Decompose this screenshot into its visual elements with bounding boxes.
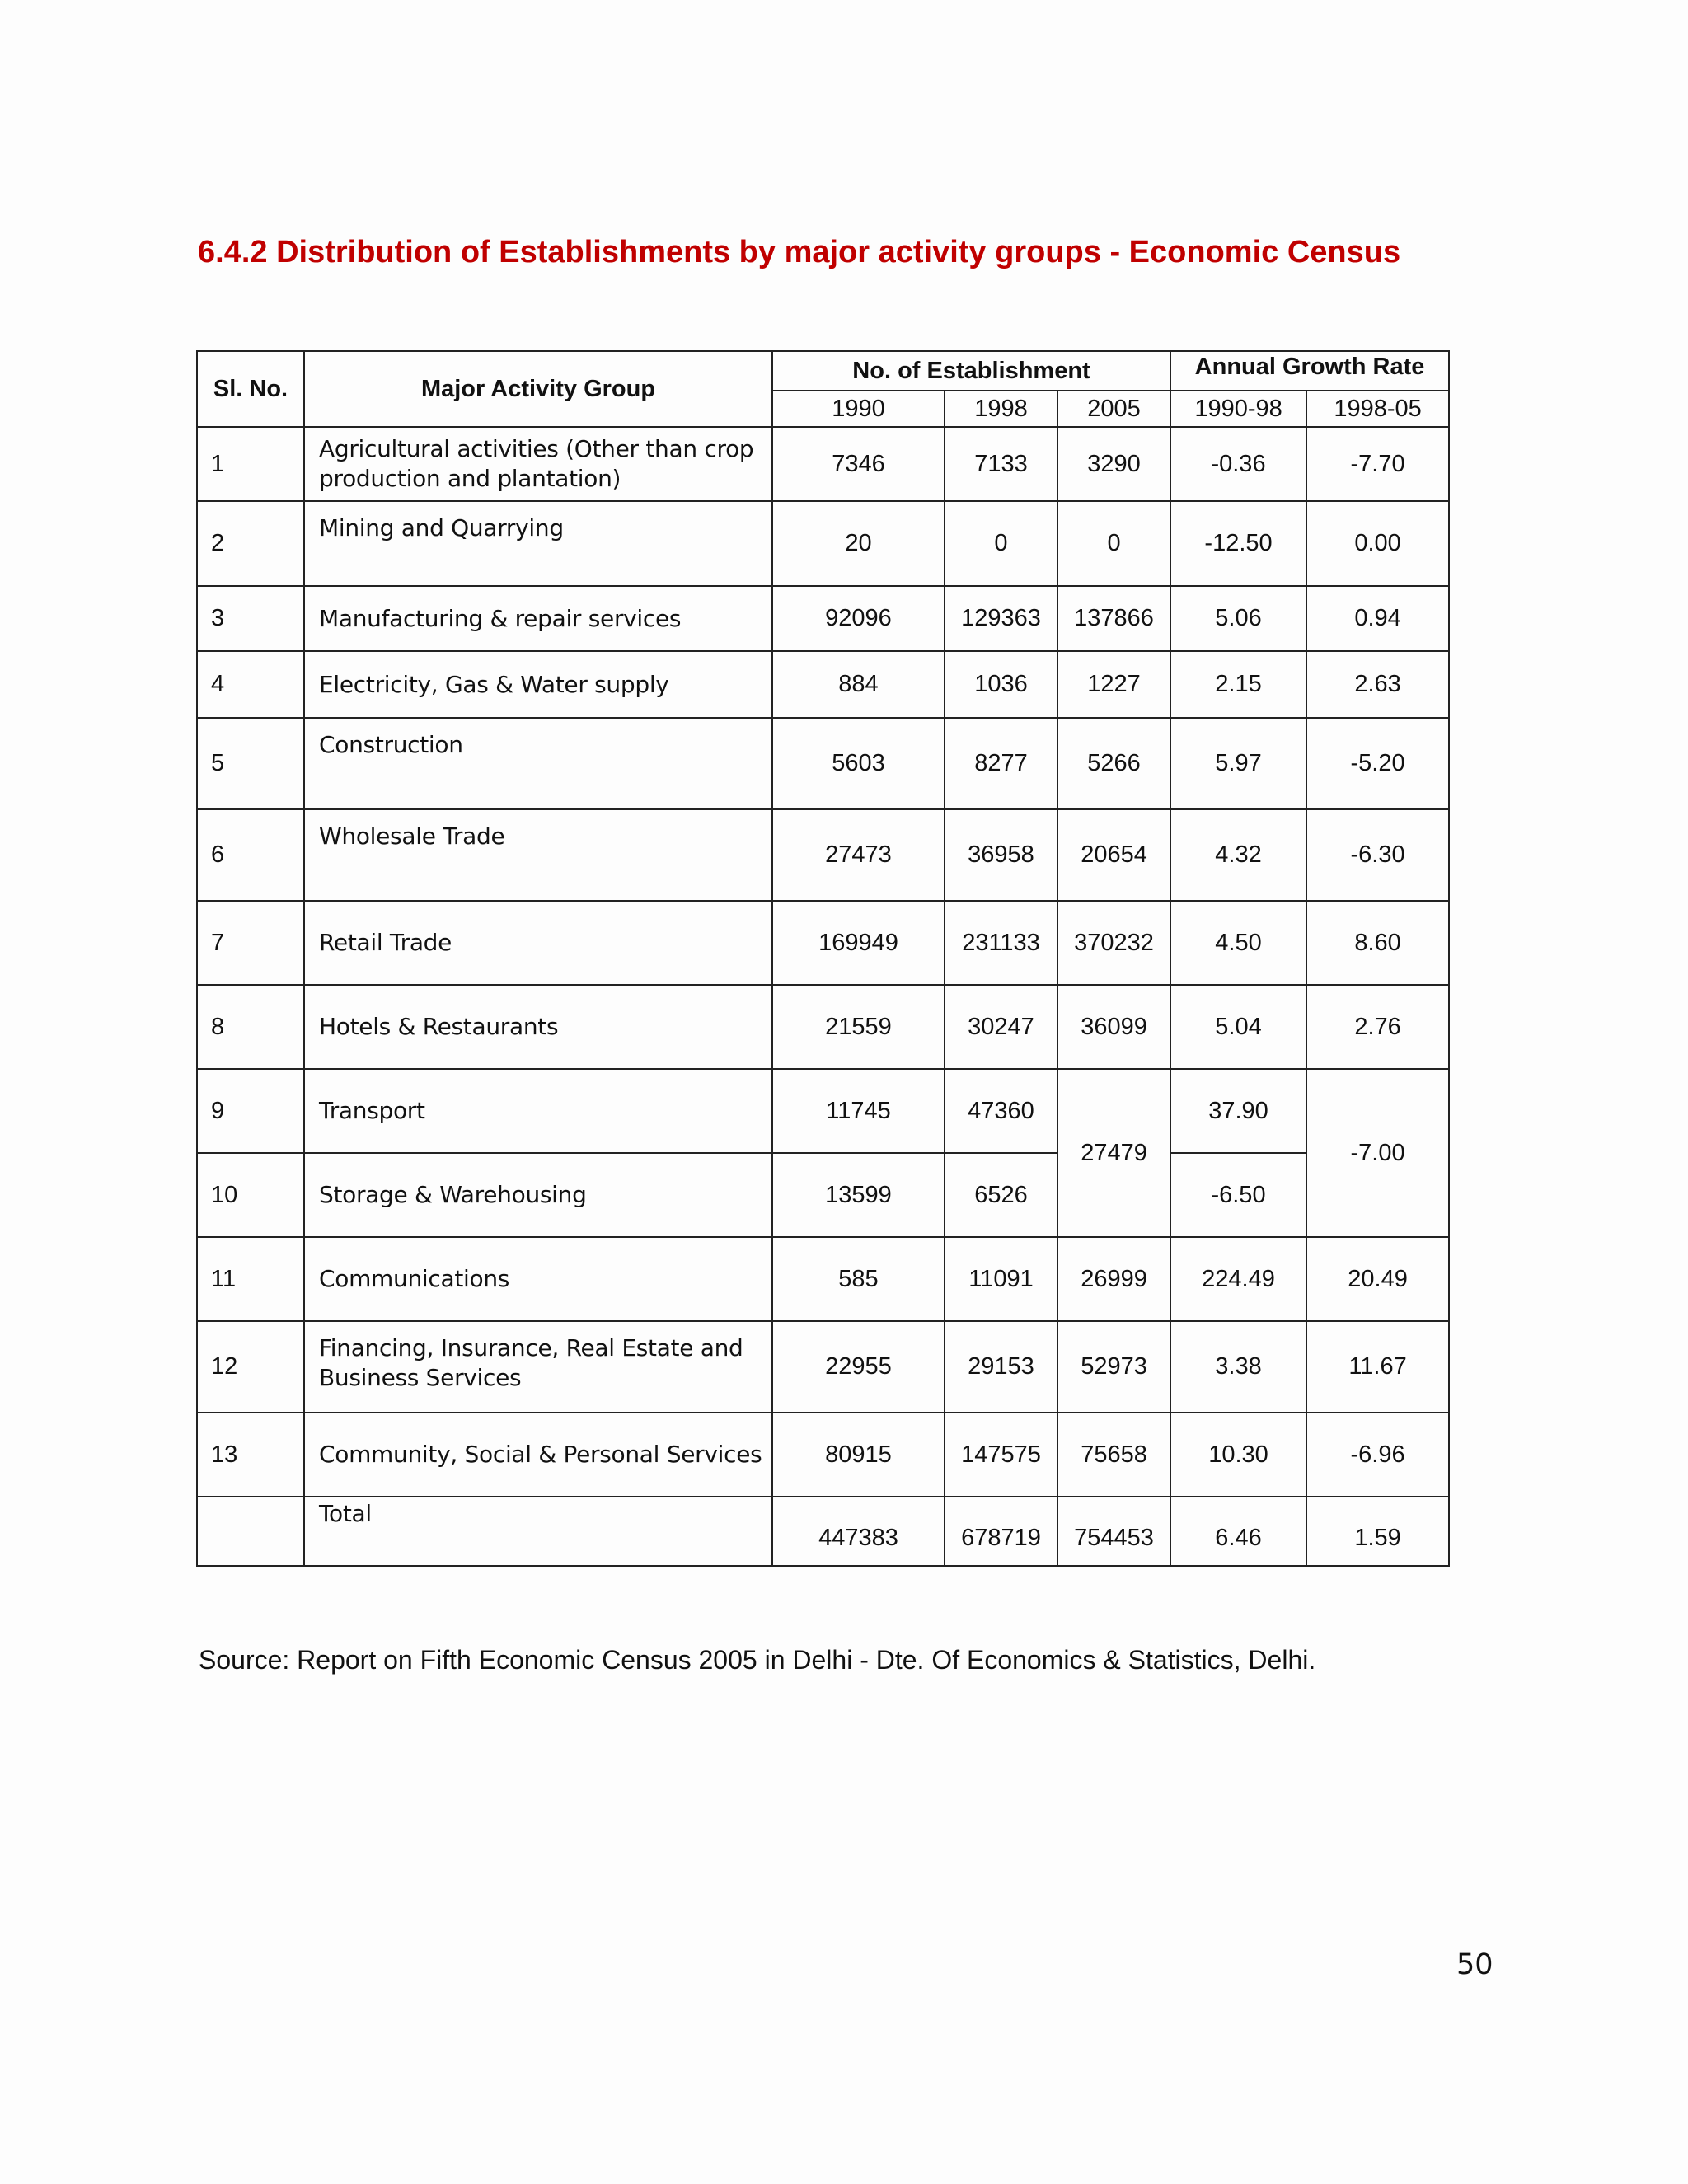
activity-cell: Manufacturing & repair services: [304, 586, 772, 651]
activity-cell: Retail Trade: [304, 901, 772, 985]
value-1998-cell: 47360: [945, 1069, 1057, 1153]
growth-1990-98-cell: 10.30: [1170, 1413, 1306, 1497]
growth-1990-98-cell: 2.15: [1170, 651, 1306, 718]
sl-cell: 10: [197, 1153, 304, 1237]
growth-header-1990-98: 1990-98: [1170, 391, 1306, 427]
growth-1990-98-cell: 4.50: [1170, 901, 1306, 985]
table-row: [197, 427, 1449, 501]
table-row: [197, 985, 1449, 1069]
source-note: Source: Report on Fifth Economic Census 2005 in Delhi - Dte. Of Economics & Statistics, Delhi.: [199, 1645, 1316, 1675]
value-1990-cell: 7346: [772, 427, 945, 501]
value-2005-cell: 137866: [1057, 586, 1170, 651]
growth-header-1998-05: 1998-05: [1306, 391, 1449, 427]
growth-1990-98-cell: 5.97: [1170, 718, 1306, 809]
value-2005-cell: 3290: [1057, 427, 1170, 501]
table-row: [197, 586, 1449, 651]
growth-1990-98-cell: 5.04: [1170, 985, 1306, 1069]
sl-cell: 1: [197, 427, 304, 501]
sl-cell: 3: [197, 586, 304, 651]
activity-cell: Electricity, Gas & Water supply: [304, 651, 772, 718]
activity-cell: Transport: [304, 1069, 772, 1153]
activity-cell: Agricultural activities (Other than crop production and plantation): [304, 427, 772, 501]
value-1990-cell: 21559: [772, 985, 945, 1069]
value-2005-cell: 75658: [1057, 1413, 1170, 1497]
header-row-1: [197, 351, 1449, 391]
sl-cell: 11: [197, 1237, 304, 1321]
sl-cell: 2: [197, 501, 304, 586]
value-1998-cell: 30247: [945, 985, 1057, 1069]
growth-1998-05-merged-cell: -7.00: [1306, 1069, 1449, 1237]
sl-cell: 12: [197, 1321, 304, 1413]
sl-cell: 6: [197, 809, 304, 901]
table-row: [197, 1153, 1449, 1237]
value-1990-cell: 884: [772, 651, 945, 718]
activity-cell: Hotels & Restaurants: [304, 985, 772, 1069]
value-1998-cell: 129363: [945, 586, 1057, 651]
growth-1998-05-cell: -5.20: [1306, 718, 1449, 809]
value-2005-cell: 0: [1057, 501, 1170, 586]
growth-1990-98-cell: 224.49: [1170, 1237, 1306, 1321]
value-1990-cell: 13599: [772, 1153, 945, 1237]
establishments-table: [196, 350, 1450, 1567]
sl-cell: 7: [197, 901, 304, 985]
sl-cell: 5: [197, 718, 304, 809]
table-row: [197, 1321, 1449, 1413]
value-1990-cell: 20: [772, 501, 945, 586]
total-1990-cell: 447383: [772, 1497, 945, 1566]
year-header-1998: 1998: [945, 391, 1057, 427]
sl-cell: 13: [197, 1413, 304, 1497]
table-row: [197, 501, 1449, 586]
activity-cell: Communications: [304, 1237, 772, 1321]
activity-cell: Community, Social & Personal Services: [304, 1413, 772, 1497]
value-1990-cell: 11745: [772, 1069, 945, 1153]
table-row: [197, 718, 1449, 809]
total-label-cell: Total: [304, 1497, 772, 1566]
sl-no-header: Sl. No.: [197, 351, 304, 427]
growth-1998-05-cell: 0.00: [1306, 501, 1449, 586]
year-header-2005: 2005: [1057, 391, 1170, 427]
value-1998-cell: 231133: [945, 901, 1057, 985]
sl-cell: 8: [197, 985, 304, 1069]
growth-1990-98-cell: 5.06: [1170, 586, 1306, 651]
value-1998-cell: 0: [945, 501, 1057, 586]
value-1990-cell: 5603: [772, 718, 945, 809]
growth-1998-05-cell: 8.60: [1306, 901, 1449, 985]
establishment-group-header: No. of Establishment: [772, 351, 1170, 391]
value-1990-cell: 22955: [772, 1321, 945, 1413]
total-row: [197, 1497, 1449, 1566]
value-1990-cell: 585: [772, 1237, 945, 1321]
growth-1990-98-cell: -12.50: [1170, 501, 1306, 586]
growth-1990-98-cell: 37.90: [1170, 1069, 1306, 1153]
value-1990-cell: 169949: [772, 901, 945, 985]
total-2005-cell: 754453: [1057, 1497, 1170, 1566]
growth-1990-98-cell: -6.50: [1170, 1153, 1306, 1237]
growth-1998-05-cell: 2.63: [1306, 651, 1449, 718]
value-1998-cell: 6526: [945, 1153, 1057, 1237]
value-1998-cell: 147575: [945, 1413, 1057, 1497]
activity-cell: Wholesale Trade: [304, 809, 772, 901]
activity-cell: Storage & Warehousing: [304, 1153, 772, 1237]
total-1998-cell: 678719: [945, 1497, 1057, 1566]
value-2005-cell: 36099: [1057, 985, 1170, 1069]
growth-1990-98-cell: -0.36: [1170, 427, 1306, 501]
total-growth-1990-98-cell: 6.46: [1170, 1497, 1306, 1566]
page-number: 50: [1456, 1948, 1493, 1981]
table-row: [197, 1069, 1449, 1153]
value-1998-cell: 11091: [945, 1237, 1057, 1321]
value-1998-cell: 1036: [945, 651, 1057, 718]
value-1990-cell: 92096: [772, 586, 945, 651]
table-row: [197, 1413, 1449, 1497]
total-growth-1998-05-cell: 1.59: [1306, 1497, 1449, 1566]
value-1990-cell: 80915: [772, 1413, 945, 1497]
table-row: [197, 809, 1449, 901]
value-1998-cell: 8277: [945, 718, 1057, 809]
value-2005-merged-cell: 27479: [1057, 1069, 1170, 1237]
growth-1990-98-cell: 4.32: [1170, 809, 1306, 901]
value-2005-cell: 26999: [1057, 1237, 1170, 1321]
table-row: [197, 901, 1449, 985]
sl-cell: 9: [197, 1069, 304, 1153]
growth-1998-05-cell: -6.30: [1306, 809, 1449, 901]
value-1990-cell: 27473: [772, 809, 945, 901]
year-header-1990: 1990: [772, 391, 945, 427]
sl-cell: [197, 1497, 304, 1566]
value-1998-cell: 7133: [945, 427, 1057, 501]
growth-1998-05-cell: 11.67: [1306, 1321, 1449, 1413]
value-2005-cell: 5266: [1057, 718, 1170, 809]
growth-group-header: Annual Growth Rate: [1170, 351, 1449, 391]
value-2005-cell: 1227: [1057, 651, 1170, 718]
page-title: 6.4.2 Distribution of Establishments by major activity groups - Economic Census: [198, 235, 1401, 269]
growth-1990-98-cell: 3.38: [1170, 1321, 1306, 1413]
growth-1998-05-cell: -7.70: [1306, 427, 1449, 501]
value-2005-cell: 52973: [1057, 1321, 1170, 1413]
growth-1998-05-cell: 20.49: [1306, 1237, 1449, 1321]
value-1998-cell: 29153: [945, 1321, 1057, 1413]
value-2005-cell: 370232: [1057, 901, 1170, 985]
table-row: [197, 651, 1449, 718]
activity-cell: Construction: [304, 718, 772, 809]
value-1998-cell: 36958: [945, 809, 1057, 901]
growth-1998-05-cell: 0.94: [1306, 586, 1449, 651]
table-row: [197, 1237, 1449, 1321]
sl-cell: 4: [197, 651, 304, 718]
activity-cell: Financing, Insurance, Real Estate and Business Services: [304, 1321, 772, 1413]
activity-cell: Mining and Quarrying: [304, 501, 772, 586]
growth-1998-05-cell: 2.76: [1306, 985, 1449, 1069]
growth-1998-05-cell: -6.96: [1306, 1413, 1449, 1497]
activity-header: Major Activity Group: [304, 351, 772, 427]
value-2005-cell: 20654: [1057, 809, 1170, 901]
